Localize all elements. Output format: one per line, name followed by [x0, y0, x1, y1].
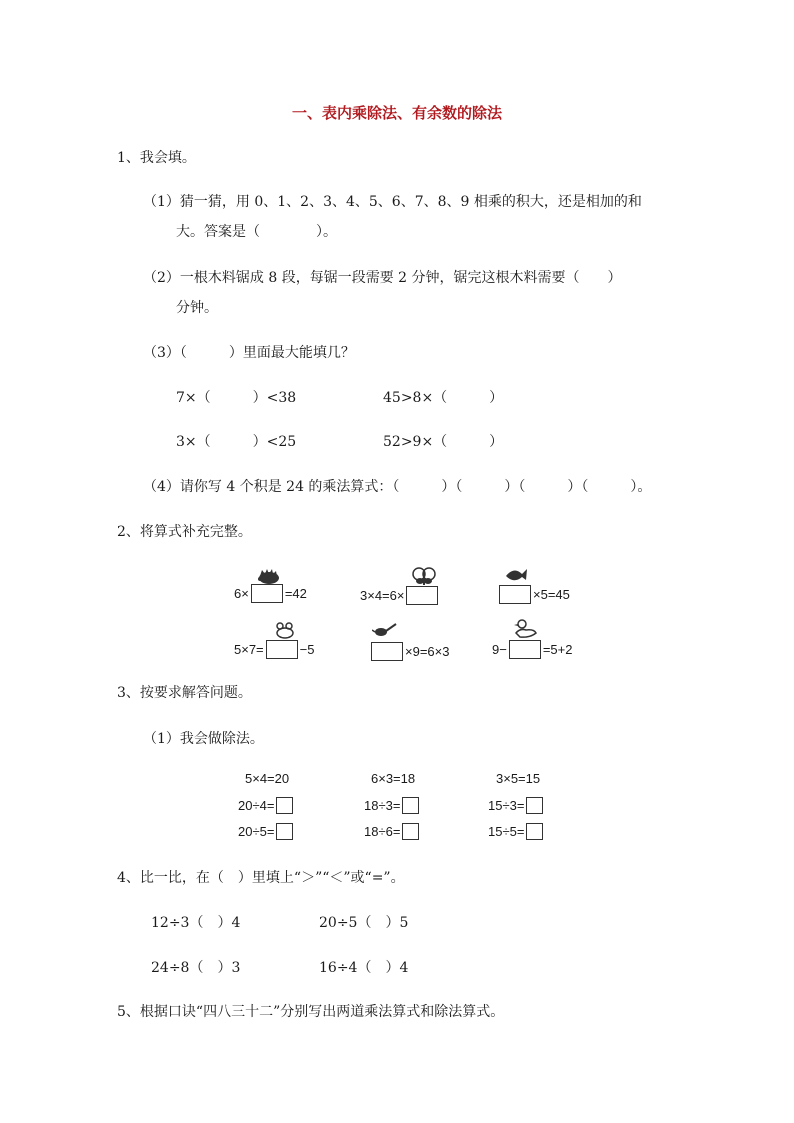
division-item	[364, 797, 419, 814]
comparison-item: 16÷4（ ）4	[319, 960, 409, 976]
equation-5-right: ×9=6×3	[405, 644, 450, 659]
butterfly-icon	[412, 566, 436, 586]
multiplication-fact: 3×5=15	[496, 771, 541, 786]
equation-4	[234, 640, 314, 659]
equation-4-left: 5×7=	[234, 642, 264, 657]
page-title: 一、表内乘除法、有余数的除法	[291, 104, 502, 122]
q4-heading: 4、比一比，在（ ）里填上“＞”“＜”或“=”。	[117, 870, 405, 886]
answer-box[interactable]	[509, 640, 541, 659]
answer-box[interactable]	[251, 584, 283, 603]
division-item	[238, 823, 293, 840]
equation-3	[497, 585, 570, 604]
equation-1-right: =42	[284, 586, 307, 601]
answer-box[interactable]	[526, 797, 543, 814]
answer-box[interactable]	[371, 642, 403, 661]
equation-6	[492, 640, 572, 659]
equation-5	[369, 642, 449, 661]
answer-box[interactable]	[266, 640, 298, 659]
division-item	[364, 823, 419, 840]
equation-3-right: ×5=45	[533, 587, 570, 602]
q3-heading: 3、按要求解答问题。	[117, 685, 252, 701]
duck-icon	[514, 619, 538, 639]
bird-icon	[372, 622, 398, 640]
multiplication-fact: 6×3=18	[371, 771, 416, 786]
equation-2-left: 3×4=6×	[360, 588, 405, 603]
q5-heading: 5、根据口诀“四八三十二”分别写出两道乘法算式和除法算式。	[117, 1004, 505, 1020]
division-expression: 15÷5=	[488, 824, 525, 839]
q1-part1-line2: 大。答案是（ ）。	[176, 224, 337, 240]
division-expression: 20÷5=	[238, 824, 275, 839]
fish-icon	[504, 566, 528, 584]
equation-6-right: =5+2	[542, 642, 573, 657]
q1-part2-line1: （2）一根木料锯成 8 段，每锯一段需要 2 分钟，锯完这根木料需要（ ）	[143, 270, 622, 286]
answer-box[interactable]	[526, 823, 543, 840]
multiplication-fact: 5×4=20	[245, 771, 290, 786]
answer-box[interactable]	[406, 586, 438, 605]
division-expression: 15÷3=	[488, 798, 525, 813]
division-expression: 18÷6=	[364, 824, 401, 839]
q2-heading: 2、将算式补充完整。	[117, 524, 252, 540]
answer-box[interactable]	[402, 797, 419, 814]
q3-sub: （1）我会做除法。	[143, 731, 264, 747]
q1-part4-line: （4）请你写 4 个积是 24 的乘法算式：（ ）（ ）（ ）（ ）。	[143, 479, 652, 495]
answer-box[interactable]	[499, 585, 531, 604]
hedgehog-icon	[256, 566, 282, 586]
comparison-item: 12÷3（ ）4	[151, 915, 241, 931]
q1-part3-item: 52>9×（ ）	[383, 434, 504, 450]
equation-2	[360, 586, 440, 605]
q1-part1-line1: （1）猜一猜，用 0、1、2、3、4、5、6、7、8、9 相乘的积大，还是相加的和	[143, 194, 642, 210]
q1-part3-item: 7×（ ）<38	[176, 390, 297, 406]
equation-6-left: 9−	[492, 642, 507, 657]
division-item	[238, 797, 293, 814]
division-expression: 20÷4=	[238, 798, 275, 813]
division-expression: 18÷3=	[364, 798, 401, 813]
frog-icon	[274, 621, 296, 639]
comparison-item: 24÷8（ ）3	[151, 960, 241, 976]
answer-box[interactable]	[276, 823, 293, 840]
q1-part2-line2: 分钟。	[176, 300, 218, 316]
division-item	[488, 823, 543, 840]
q1-part3-item: 3×（ ）<25	[176, 434, 297, 450]
division-item	[488, 797, 543, 814]
q1-part3-line: （3）（ ）里面最大能填几？	[143, 345, 355, 361]
comparison-item: 20÷5（ ）5	[319, 915, 409, 931]
answer-box[interactable]	[276, 797, 293, 814]
equation-1	[234, 584, 307, 603]
q1-part3-item: 45>8×（ ）	[383, 390, 504, 406]
answer-box[interactable]	[402, 823, 419, 840]
q1-heading: 1、我会填。	[117, 150, 196, 166]
equation-4-right: −5	[299, 642, 315, 657]
equation-1-left: 6×	[234, 586, 249, 601]
